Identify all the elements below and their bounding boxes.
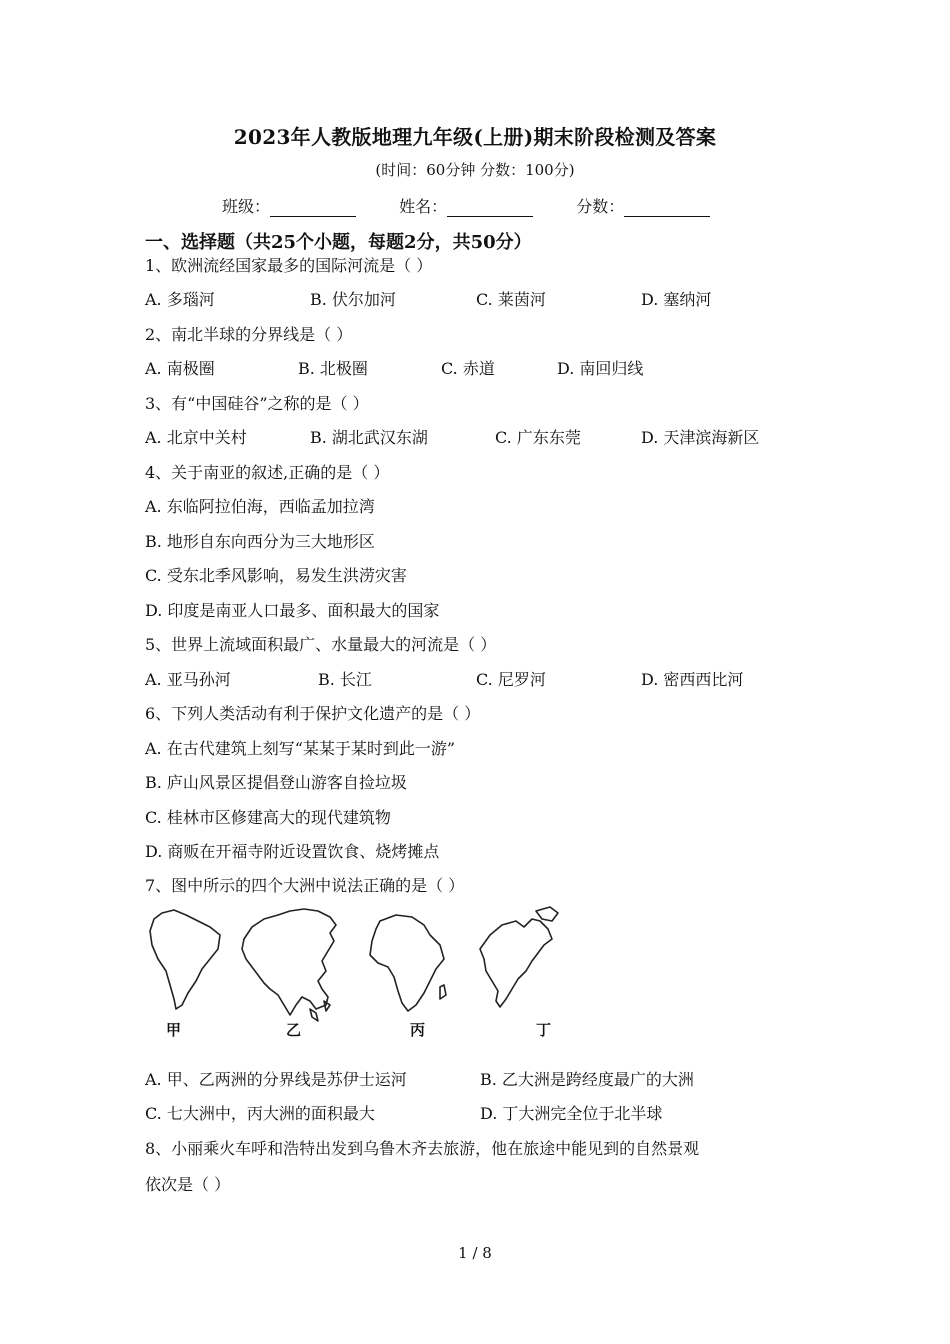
north-america-outline: [480, 919, 552, 1007]
q3-option-b: B. 湖北武汉东湖: [310, 428, 428, 447]
map-label-bing: 丙: [410, 1021, 426, 1039]
question-5-stem: 5、世界上流域面积最广、水量最大的河流是（ ）: [145, 635, 497, 654]
q1-option-a: A. 多瑙河: [145, 290, 215, 309]
q6-option-d: D. 商贩在开福寺附近设置饮食、烧烤摊点: [145, 842, 440, 861]
q2-option-a: A. 南极圈: [145, 359, 215, 378]
asia-outline: [242, 909, 336, 1015]
q5-option-c: C. 尼罗河: [476, 670, 546, 689]
q3-option-c: C. 广东东莞: [495, 428, 581, 447]
q7-option-c: C. 七大洲中，丙大洲的面积最大: [145, 1104, 375, 1123]
question-8-stem: 8、小丽乘火车呼和浩特出发到乌鲁木齐去旅游，他在旅途中能见到的自然景观: [145, 1139, 700, 1158]
q4-option-b: B. 地形自东向西分为三大地形区: [145, 532, 375, 551]
q1-option-c: C. 莱茵河: [476, 290, 546, 309]
q1-option-d: D. 塞纳河: [641, 290, 712, 309]
score-label: 分数：: [576, 197, 625, 216]
q6-option-a: A. 在古代建筑上刻写“某某于某时到此一游”: [145, 739, 456, 758]
q6-option-c: C. 桂林市区修建高大的现代建筑物: [145, 808, 391, 827]
q2-option-d: D. 南回归线: [557, 359, 644, 378]
q4-option-a: A. 东临阿拉伯海，西临孟加拉湾: [145, 497, 375, 516]
q7-option-a: A. 甲、乙两洲的分界线是苏伊士运河: [145, 1070, 407, 1089]
q3-option-a: A. 北京中关村: [145, 428, 247, 447]
map-label-ding: 丁: [536, 1021, 552, 1039]
q2-option-c: C. 赤道: [441, 359, 495, 378]
page-title: 2023年人教版地理九年级(上册)期末阶段检测及答案: [233, 125, 717, 149]
q4-option-c: C. 受东北季风影响，易发生洪涝灾害: [145, 566, 407, 585]
q3-option-d: D. 天津滨海新区: [641, 428, 760, 447]
page-number: 1 / 8: [458, 1244, 492, 1262]
continent-maps: [140, 905, 570, 1040]
q5-option-a: A. 亚马孙河: [145, 670, 231, 689]
south-america-outline: [150, 910, 220, 1009]
class-label: 班级：: [222, 197, 271, 216]
question-4-stem: 4、关于南亚的叙述,正确的是（ ）: [145, 463, 390, 482]
section-heading: 一、选择题（共25个小题，每题2分，共50分）: [145, 232, 532, 253]
question-3-stem: 3、有“中国硅谷”之称的是（ ）: [145, 394, 369, 413]
map-label-jia: 甲: [166, 1021, 182, 1039]
question-2-stem: 2、南北半球的分界线是（ ）: [145, 325, 353, 344]
q7-option-b: B. 乙大洲是跨经度最广的大洲: [480, 1070, 694, 1089]
continent-outlines: [140, 905, 570, 1040]
q4-option-d: D. 印度是南亚人口最多、面积最大的国家: [145, 601, 440, 620]
map-label-yi: 乙: [286, 1021, 302, 1039]
question-7-stem: 7、图中所示的四个大洲中说法正确的是（ ）: [145, 876, 465, 895]
question-6-stem: 6、下列人类活动有利于保护文化遗产的是（ ）: [145, 704, 481, 723]
class-blank[interactable]: [270, 198, 356, 217]
question-1-stem: 1、欧洲流经国家最多的国际河流是（ ）: [145, 256, 433, 275]
student-info: [222, 194, 710, 217]
africa-outline: [370, 915, 444, 1011]
q5-option-d: D. 密西西比河: [641, 670, 744, 689]
q6-option-b: B. 庐山风景区提倡登山游客自捡垃圾: [145, 773, 407, 792]
greenland: [536, 907, 558, 921]
name-label: 姓名：: [399, 197, 448, 216]
name-blank[interactable]: [447, 198, 533, 217]
score-blank[interactable]: [624, 198, 710, 217]
q5-option-b: B. 长江: [318, 670, 372, 689]
madagascar: [440, 985, 446, 999]
q2-option-b: B. 北极圈: [298, 359, 368, 378]
question-8-stem-continued: 依次是（ ）: [145, 1175, 231, 1194]
q7-option-d: D. 丁大洲完全位于北半球: [480, 1104, 663, 1123]
q1-option-b: B. 伏尔加河: [310, 290, 396, 309]
exam-time-score: (时间：60分钟 分数：100分): [375, 161, 575, 179]
